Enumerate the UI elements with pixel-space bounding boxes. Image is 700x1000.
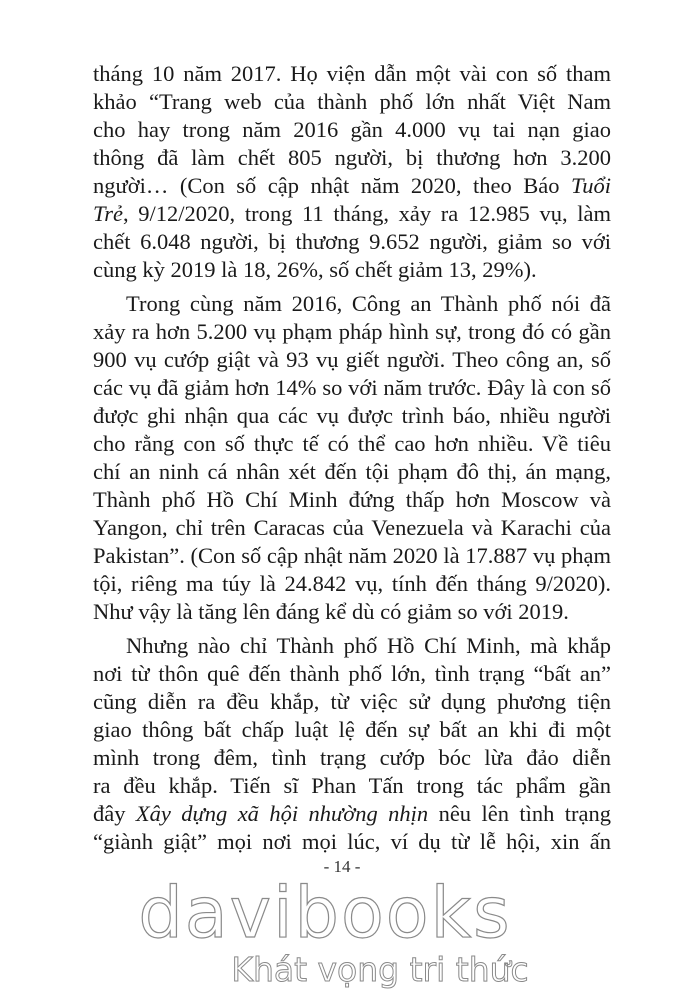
text-line	[93, 172, 611, 200]
text-line: Yangon, chỉ trên Caracas của Venezuela và Karachi của	[93, 515, 611, 540]
text: đây	[93, 801, 136, 826]
text: người… (Con số cập nhật năm 2020, theo Báo	[93, 173, 571, 198]
watermark-slogan: Khát vọng tri thức	[231, 950, 529, 989]
text-line: giao thông bất chấp luật lệ đến sự bất an khi đi một	[93, 717, 611, 742]
text-line: khảo “Trang web của thành phố lớn nhất Việt Nam	[93, 89, 611, 114]
text-line: cũng diễn ra đều khắp, từ việc sử dụng phương tiện	[93, 689, 611, 714]
text-line: ra đều khắp. Tiến sĩ Phan Tấn trong tác phẩm gần	[93, 773, 611, 798]
text-line: tội, riêng ma túy là 24.842 vụ, tính đến tháng 9/2020).	[93, 571, 611, 596]
italic-text: Trẻ	[93, 201, 124, 226]
text-line: cho rằng con số thực tế có thể cao hơn nhiều. Về tiêu	[93, 431, 611, 456]
text-line: Thành phố Hồ Chí Minh đứng thấp hơn Moscow và	[93, 487, 611, 512]
text-line	[93, 200, 611, 228]
text-line: chí an ninh cá nhân xét đến tội phạm đô thị, án mạng,	[93, 459, 611, 484]
text-line: xảy ra hơn 5.200 vụ phạm pháp hình sự, trong đó có gần	[93, 319, 611, 344]
text-line: Pakistan”. (Con số cập nhật năm 2020 là 17.887 vụ phạm	[93, 543, 611, 568]
paragraph-1	[93, 60, 611, 284]
text-line: thông đã làm chết 805 người, bị thương hơn 3.200	[93, 145, 611, 170]
text-line: các vụ đã giảm hơn 14% so với năm trước. Đây là con số	[93, 375, 611, 400]
text: nêu lên tình trạng	[428, 801, 611, 826]
watermark-brand: davibooks	[138, 872, 512, 954]
paragraph-2	[93, 290, 611, 626]
text-line: Nhưng nào chỉ Thành phố Hồ Chí Minh, mà khắp	[126, 633, 611, 658]
text-line: tháng 10 năm 2017. Họ viện dẫn một vài con số tham	[93, 61, 611, 86]
text-line: nơi từ thôn quê đến thành phố lớn, tình trạng “bất an”	[93, 661, 611, 686]
text-line: Trong cùng năm 2016, Công an Thành phố nói đã	[126, 291, 611, 316]
text-line: 900 vụ cướp giật và 93 vụ giết người. Theo công an, số	[93, 347, 611, 372]
text-line: chết 6.048 người, bị thương 9.652 người, giảm so với	[93, 229, 611, 254]
text-line: Như vậy là tăng lên đáng kể dù có giảm so với 2019.	[93, 599, 569, 624]
body-text	[93, 60, 611, 856]
text-line: được ghi nhận qua các vụ được trình báo, nhiều người	[93, 403, 611, 428]
text-line: “giành giật” mọi nơi mọi lúc, ví dụ từ lễ hội, xin ấn	[93, 829, 611, 854]
text: , 9/12/2020, trong 11 tháng, xảy ra 12.985 vụ, làm	[123, 201, 611, 226]
italic-book-title: Xây dựng xã hội nhường nhịn	[135, 801, 429, 826]
text-line: cùng kỳ 2019 là 18, 26%, số chết giảm 13, 29%).	[93, 257, 537, 282]
italic-text: Tuổi	[570, 173, 611, 198]
page-number: - 14 -	[323, 857, 361, 876]
text-line	[93, 800, 611, 828]
text-line: cho hay trong năm 2016 gần 4.000 vụ tai nạn giao	[93, 117, 611, 142]
text-line: mình trong đêm, tình trạng cướp bóc lừa đảo diễn	[93, 745, 611, 770]
paragraph-3	[93, 632, 611, 856]
